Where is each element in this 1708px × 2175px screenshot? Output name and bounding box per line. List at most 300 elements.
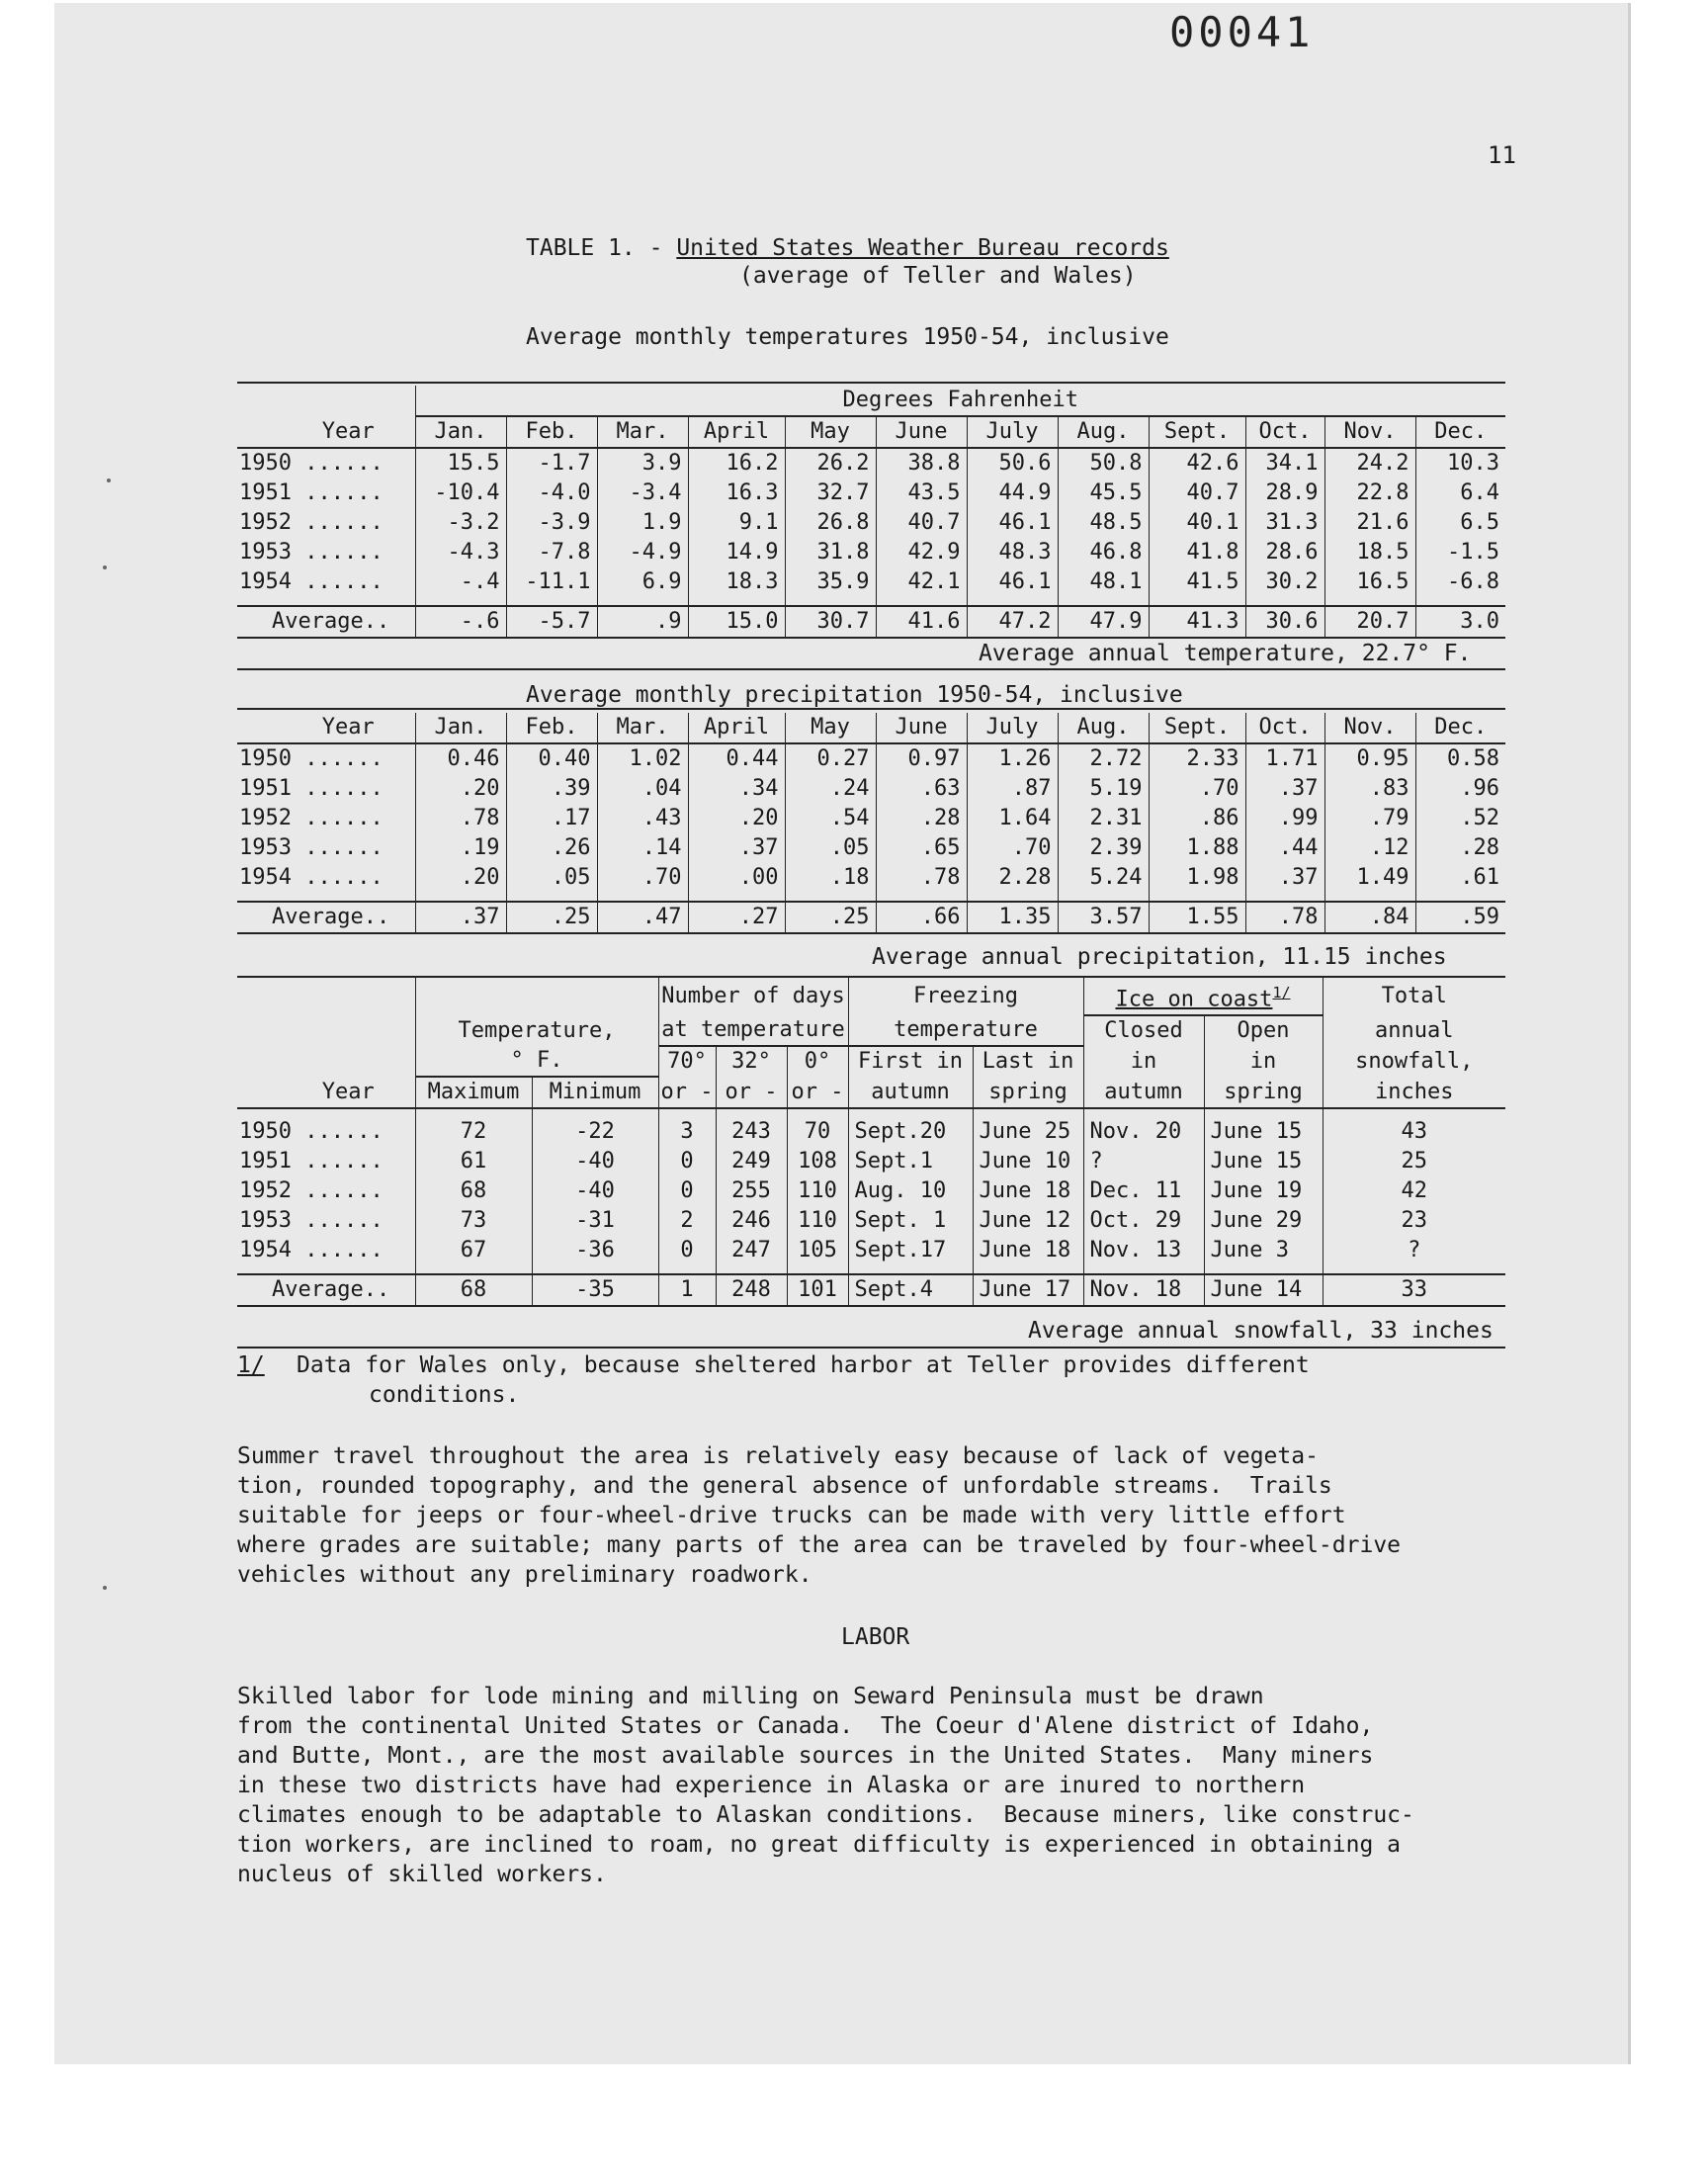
table-cell: .28	[876, 804, 967, 833]
table-cell-d0: 108	[787, 1147, 848, 1176]
table-cell: 41.5	[1149, 567, 1245, 597]
table-cell: .43	[597, 804, 688, 833]
table-cell: 5.24	[1058, 863, 1149, 893]
table-cell-open: June 19	[1204, 1176, 1323, 1206]
table-cell: .20	[688, 804, 785, 833]
table-cell: 1.49	[1324, 863, 1415, 893]
average-cell: .25	[785, 902, 876, 933]
closed-header-line2: in	[1083, 1046, 1204, 1077]
table-cell: .37	[688, 833, 785, 863]
table-cell: .78	[415, 804, 506, 833]
table-cell-open: June 15	[1204, 1147, 1323, 1176]
table-cell: .99	[1245, 804, 1324, 833]
table-cell-min: -22	[532, 1117, 658, 1147]
table-cell: 2.28	[967, 863, 1058, 893]
table-cell: 0.44	[688, 743, 785, 774]
table-row	[237, 863, 1505, 893]
average-cell-first: Sept.4	[848, 1274, 973, 1306]
table-cell: 43.5	[876, 478, 967, 508]
table-cell: .12	[1324, 833, 1415, 863]
average-label: Average..	[237, 606, 415, 638]
table-cell-first: Sept.17	[848, 1236, 973, 1265]
table-cell-last: June 18	[973, 1176, 1083, 1206]
row-year: 1953 ......	[239, 1208, 384, 1234]
table-cell-d0: 105	[787, 1236, 848, 1265]
month-header: Feb.	[506, 713, 597, 743]
table-cell: 1.98	[1149, 863, 1245, 893]
year-header: Year	[237, 1077, 415, 1108]
table-cell: .70	[1149, 774, 1245, 804]
average-label: Average..	[237, 902, 415, 933]
table-cell-first: Aug. 10	[848, 1176, 973, 1206]
month-header: Nov.	[1324, 416, 1415, 448]
table-cell: 16.3	[688, 478, 785, 508]
month-header: Mar.	[597, 713, 688, 743]
average-cell: -.6	[415, 606, 506, 638]
row-year: 1952 ......	[239, 806, 384, 830]
average-cell: 30.7	[785, 606, 876, 638]
table-cell: .28	[1415, 833, 1505, 863]
table-row	[237, 448, 1505, 478]
table-cell: .24	[785, 774, 876, 804]
table-cell-d32: 243	[716, 1117, 787, 1147]
average-cell: 3.57	[1058, 902, 1149, 933]
average-cell-last: June 17	[973, 1274, 1083, 1306]
table-cell-first: Sept.20	[848, 1117, 973, 1147]
table-cell: 28.6	[1245, 538, 1324, 567]
footnote-marker: 1/	[237, 1352, 265, 1378]
table-cell-max: 72	[415, 1117, 532, 1147]
footnote-line1: Data for Wales only, because sheltered harbor at Teller provides different	[297, 1352, 1310, 1378]
row-year: 1952 ......	[239, 510, 384, 535]
table-cell: 42.9	[876, 538, 967, 567]
closed-header: Closed	[1083, 1015, 1204, 1046]
average-cell-min: -35	[532, 1274, 658, 1306]
month-header: June	[876, 416, 967, 448]
table-cell-max: 67	[415, 1236, 532, 1265]
table-cell: 6.9	[597, 567, 688, 597]
labor-heading: LABOR	[841, 1624, 910, 1650]
row-year: 1954 ......	[239, 1238, 384, 1263]
temperature-header: Temperature,	[415, 1015, 658, 1046]
table-cell: 18.3	[688, 567, 785, 597]
table-cell: -11.1	[506, 567, 597, 597]
table-cell: 48.5	[1058, 508, 1149, 538]
month-header: July	[967, 416, 1058, 448]
average-cell: 1.35	[967, 902, 1058, 933]
table-cell: 6.4	[1415, 478, 1505, 508]
table-cell: 35.9	[785, 567, 876, 597]
table-cell-d32: 249	[716, 1147, 787, 1176]
average-cell-max: 68	[415, 1274, 532, 1306]
average-cell: 30.6	[1245, 606, 1324, 638]
year-header: Year	[237, 713, 415, 743]
open-header-line3: spring	[1204, 1077, 1323, 1108]
table-cell: 2.39	[1058, 833, 1149, 863]
table-row	[237, 774, 1505, 804]
d70-header-line2: or -	[658, 1077, 716, 1108]
table-cell-min: -36	[532, 1236, 658, 1265]
table-cell: 50.6	[967, 448, 1058, 478]
table-cell: .44	[1245, 833, 1324, 863]
first-autumn-header: First in	[848, 1046, 973, 1077]
table-cell: 3.9	[597, 448, 688, 478]
table-cell: .70	[597, 863, 688, 893]
scan-speck	[103, 1586, 107, 1590]
table-cell: 41.8	[1149, 538, 1245, 567]
table-rule	[237, 382, 1505, 384]
freezing-header-line2: temperature	[848, 1015, 1083, 1046]
row-year: 1951 ......	[239, 1149, 384, 1174]
table-cell: 16.5	[1324, 567, 1415, 597]
temperature-unit-header: ° F.	[415, 1046, 658, 1077]
table-cell-first: Sept.1	[848, 1147, 973, 1176]
table-cell: 26.2	[785, 448, 876, 478]
minimum-header: Minimum	[532, 1077, 658, 1108]
table-cell: .54	[785, 804, 876, 833]
month-header: Sept.	[1149, 713, 1245, 743]
average-cell-d70: 1	[658, 1274, 716, 1306]
annual-precipitation: Average annual precipitation, 11.15 inches	[872, 944, 1447, 970]
snowfall-header-line3: snowfall,	[1323, 1046, 1505, 1077]
days-header-line2: at temperature	[658, 1015, 848, 1046]
table-cell-open: June 3	[1204, 1236, 1323, 1265]
table-cell: .52	[1415, 804, 1505, 833]
table-label: TABLE 1. -	[526, 235, 677, 261]
table-cell-d0: 110	[787, 1206, 848, 1236]
table-row	[237, 1117, 1505, 1147]
table-cell: 24.2	[1324, 448, 1415, 478]
spacer-row	[237, 893, 1505, 902]
table-cell: -6.8	[1415, 567, 1505, 597]
table-row	[237, 567, 1505, 597]
average-cell: .47	[597, 902, 688, 933]
table-cell: .05	[506, 863, 597, 893]
table-cell: .20	[415, 863, 506, 893]
average-cell: .84	[1324, 902, 1415, 933]
table-cell: 0.58	[1415, 743, 1505, 774]
ice-header	[1083, 978, 1323, 1015]
month-header: Aug.	[1058, 713, 1149, 743]
month-header: July	[967, 713, 1058, 743]
table-cell-min: -40	[532, 1147, 658, 1176]
table-row	[237, 1236, 1505, 1265]
table-cell: 1.64	[967, 804, 1058, 833]
average-row	[237, 902, 1505, 933]
table-cell-d70: 0	[658, 1147, 716, 1176]
average-cell: .37	[415, 902, 506, 933]
table-title-text: United States Weather Bureau records	[676, 235, 1169, 261]
table-row	[237, 508, 1505, 538]
maximum-header: Maximum	[415, 1077, 532, 1108]
row-year: 1950 ......	[239, 451, 384, 476]
table-cell: -4.3	[415, 538, 506, 567]
table-cell: 1.9	[597, 508, 688, 538]
freezing-header: Freezing	[848, 978, 1083, 1015]
table-row	[237, 833, 1505, 863]
snowfall-header-line2: annual	[1323, 1015, 1505, 1046]
table-cell: 2.72	[1058, 743, 1149, 774]
temperature-extremes-table	[237, 978, 1505, 1307]
ice-footnote-marker: 1/	[1272, 984, 1291, 1001]
average-cell: 3.0	[1415, 606, 1505, 638]
table-cell: 0.97	[876, 743, 967, 774]
annual-temperature: Average annual temperature, 22.7° F.	[979, 641, 1472, 666]
spacer-row	[237, 1108, 1505, 1117]
table-cell: 0.46	[415, 743, 506, 774]
month-header: June	[876, 713, 967, 743]
d32-header: 32°	[716, 1046, 787, 1077]
table-cell: -3.4	[597, 478, 688, 508]
table-cell: .18	[785, 863, 876, 893]
table-cell-d70: 2	[658, 1206, 716, 1236]
table-cell-last: June 12	[973, 1206, 1083, 1236]
table-cell-d70: 0	[658, 1236, 716, 1265]
table-cell: 1.71	[1245, 743, 1324, 774]
table-row	[237, 478, 1505, 508]
precipitation-table	[237, 713, 1505, 934]
average-cell-open: June 14	[1204, 1274, 1323, 1306]
table-cell: 0.27	[785, 743, 876, 774]
average-cell-d32: 248	[716, 1274, 787, 1306]
table-cell: 40.7	[1149, 478, 1245, 508]
row-year: 1950 ......	[239, 1119, 384, 1145]
month-header: May	[785, 416, 876, 448]
row-year: 1951 ......	[239, 480, 384, 505]
table-cell: 0.40	[506, 743, 597, 774]
table-cell-first: Sept. 1	[848, 1206, 973, 1236]
table-cell: 45.5	[1058, 478, 1149, 508]
month-header: Oct.	[1245, 713, 1324, 743]
year-header: Year	[237, 416, 415, 448]
table-cell: -1.5	[1415, 538, 1505, 567]
table-cell: 42.1	[876, 567, 967, 597]
average-cell: .78	[1245, 902, 1324, 933]
snowfall-header-line1: Total	[1323, 978, 1505, 1015]
table-cell: 48.3	[967, 538, 1058, 567]
table-cell: .00	[688, 863, 785, 893]
month-header: Aug.	[1058, 416, 1149, 448]
table-cell: 1.88	[1149, 833, 1245, 863]
page-number: 11	[1488, 141, 1516, 169]
table-cell: .17	[506, 804, 597, 833]
table-cell-d70: 0	[658, 1176, 716, 1206]
table-cell-d32: 255	[716, 1176, 787, 1206]
days-header: Number of days	[658, 978, 848, 1015]
month-header: Sept.	[1149, 416, 1245, 448]
row-year: 1953 ......	[239, 540, 384, 565]
table-cell: .63	[876, 774, 967, 804]
table-cell: .78	[876, 863, 967, 893]
table-row	[237, 743, 1505, 774]
table-cell: .04	[597, 774, 688, 804]
table-cell: -10.4	[415, 478, 506, 508]
table-cell-max: 68	[415, 1176, 532, 1206]
closed-header-line3: autumn	[1083, 1077, 1204, 1108]
table-cell: .39	[506, 774, 597, 804]
first-autumn-header-line2: autumn	[848, 1077, 973, 1108]
average-cell: .59	[1415, 902, 1505, 933]
table-cell: .37	[1245, 774, 1324, 804]
table-cell: .96	[1415, 774, 1505, 804]
degrees-header: Degrees Fahrenheit	[415, 386, 1505, 416]
table-cell: 34.1	[1245, 448, 1324, 478]
table-cell-last: June 18	[973, 1236, 1083, 1265]
month-header: Nov.	[1324, 713, 1415, 743]
table-cell: 50.8	[1058, 448, 1149, 478]
table-cell: 14.9	[688, 538, 785, 567]
page-stamp-number: 00041	[1169, 8, 1315, 56]
table-cell-open: June 29	[1204, 1206, 1323, 1236]
average-cell: .25	[506, 902, 597, 933]
table-cell-closed: Oct. 29	[1083, 1206, 1204, 1236]
table-cell: -4.9	[597, 538, 688, 567]
snowfall-header-line4: inches	[1323, 1077, 1505, 1108]
spacer-row	[237, 1265, 1505, 1274]
average-cell: 20.7	[1324, 606, 1415, 638]
d0-header-line2: or -	[787, 1077, 848, 1108]
temperature-table	[237, 386, 1505, 639]
table-cell: 18.5	[1324, 538, 1415, 567]
average-cell-closed: Nov. 18	[1083, 1274, 1204, 1306]
table-cell-d0: 110	[787, 1176, 848, 1206]
month-header: Jan.	[415, 416, 506, 448]
table-cell: .37	[1245, 863, 1324, 893]
table-cell: .79	[1324, 804, 1415, 833]
last-spring-header: Last in	[973, 1046, 1083, 1077]
table-row	[237, 1176, 1505, 1206]
scan-speck	[107, 478, 111, 482]
spacer-row	[237, 597, 1505, 606]
temperature-caption: Average monthly temperatures 1950-54, inclusive	[526, 324, 1169, 350]
table-cell: 28.9	[1245, 478, 1324, 508]
table-cell: 2.31	[1058, 804, 1149, 833]
table-cell: 6.5	[1415, 508, 1505, 538]
open-header-line2: in	[1204, 1046, 1323, 1077]
average-cell: .66	[876, 902, 967, 933]
table-cell-d70: 3	[658, 1117, 716, 1147]
row-year: 1953 ......	[239, 835, 384, 860]
table-cell: 1.02	[597, 743, 688, 774]
labor-paragraph: Skilled labor for lode mining and milling on Seward Peninsula must be drawn from the continental United States or Canada. The Coeur d'Alene district of Idaho, and Butte, Mont., are the most available sources in the United States. Many miners in these two districts have had experience in Alaska or are inured to northern climates enough to be adaptable to Alaskan conditions. Because miners, like construc- tion workers, are inclined to roam, no great difficulty is experienced in obtaining a nucleus of skilled workers.	[237, 1684, 1414, 1887]
table-cell: -3.2	[415, 508, 506, 538]
table-cell: .20	[415, 774, 506, 804]
unit-header-row	[237, 386, 1505, 416]
table-cell: 2.33	[1149, 743, 1245, 774]
average-row	[237, 606, 1505, 638]
table-row	[237, 1147, 1505, 1176]
table-cell: .14	[597, 833, 688, 863]
month-header: Oct.	[1245, 416, 1324, 448]
table-cell: 48.1	[1058, 567, 1149, 597]
average-row	[237, 1274, 1505, 1306]
scan-speck	[103, 566, 107, 569]
month-header: Jan.	[415, 713, 506, 743]
last-spring-header-line2: spring	[973, 1077, 1083, 1108]
table-cell: 46.1	[967, 508, 1058, 538]
average-cell: 41.6	[876, 606, 967, 638]
average-cell-snow: 33	[1323, 1274, 1505, 1306]
ice-header-text: Ice on coast	[1115, 987, 1273, 1012]
table-cell: 32.7	[785, 478, 876, 508]
table-row	[237, 538, 1505, 567]
table-cell-last: June 10	[973, 1147, 1083, 1176]
table-cell: 1.26	[967, 743, 1058, 774]
table-cell-snow: 43	[1323, 1117, 1505, 1147]
table-cell: 40.1	[1149, 508, 1245, 538]
average-cell: .27	[688, 902, 785, 933]
month-header: Feb.	[506, 416, 597, 448]
month-header: Mar.	[597, 416, 688, 448]
table-cell: 42.6	[1149, 448, 1245, 478]
table-cell-min: -31	[532, 1206, 658, 1236]
precipitation-caption: Average monthly precipitation 1950-54, inclusive	[526, 682, 1183, 708]
table-cell: 31.3	[1245, 508, 1324, 538]
footnote-line2: conditions.	[369, 1382, 520, 1408]
table-cell-open: June 15	[1204, 1117, 1323, 1147]
table-cell: 31.8	[785, 538, 876, 567]
table-cell: 10.3	[1415, 448, 1505, 478]
table-rule	[237, 1347, 1505, 1348]
month-header: April	[688, 713, 785, 743]
average-cell: 47.9	[1058, 606, 1149, 638]
month-header: Dec.	[1415, 713, 1505, 743]
table-cell-d32: 246	[716, 1206, 787, 1236]
row-year: 1952 ......	[239, 1178, 384, 1204]
table-cell-closed: Dec. 11	[1083, 1176, 1204, 1206]
table-cell: .19	[415, 833, 506, 863]
table-cell: 38.8	[876, 448, 967, 478]
table-cell-last: June 25	[973, 1117, 1083, 1147]
table-cell-closed: ?	[1083, 1147, 1204, 1176]
table-cell: 44.9	[967, 478, 1058, 508]
row-year: 1951 ......	[239, 776, 384, 801]
d32-header-line2: or -	[716, 1077, 787, 1108]
table-cell: 26.8	[785, 508, 876, 538]
table-cell: 5.19	[1058, 774, 1149, 804]
table-cell: 30.2	[1245, 567, 1324, 597]
table-cell: .70	[967, 833, 1058, 863]
average-cell: -5.7	[506, 606, 597, 638]
table-cell: 46.1	[967, 567, 1058, 597]
table-cell: .83	[1324, 774, 1415, 804]
table-cell: -4.0	[506, 478, 597, 508]
table-cell: .87	[967, 774, 1058, 804]
table-cell-max: 61	[415, 1147, 532, 1176]
table-cell: 46.8	[1058, 538, 1149, 567]
table-cell-max: 73	[415, 1206, 532, 1236]
average-cell: 41.3	[1149, 606, 1245, 638]
table-cell: -3.9	[506, 508, 597, 538]
table-cell: .34	[688, 774, 785, 804]
table-cell: 15.5	[415, 448, 506, 478]
average-cell: .9	[597, 606, 688, 638]
table-cell: 22.8	[1324, 478, 1415, 508]
table-cell: 0.95	[1324, 743, 1415, 774]
table-row	[237, 1206, 1505, 1236]
d70-header: 70°	[658, 1046, 716, 1077]
month-header-row	[237, 416, 1505, 448]
month-header: April	[688, 416, 785, 448]
travel-paragraph: Summer travel throughout the area is relatively easy because of lack of vegeta- tion, rounded topography, and the general absence of unfordable streams. Trails suitable for jeeps or four-wheel-drive trucks can be made with very little effort where grades are suitable; many parts of the area can be traveled by four-wheel-drive vehicles without any preliminary roadwork.	[237, 1443, 1402, 1588]
average-cell: 47.2	[967, 606, 1058, 638]
table-cell: .61	[1415, 863, 1505, 893]
table-cell: -.4	[415, 567, 506, 597]
row-year: 1954 ......	[239, 865, 384, 890]
table-cell-snow: 23	[1323, 1206, 1505, 1236]
table-rule	[237, 668, 1505, 670]
row-year: 1954 ......	[239, 569, 384, 594]
